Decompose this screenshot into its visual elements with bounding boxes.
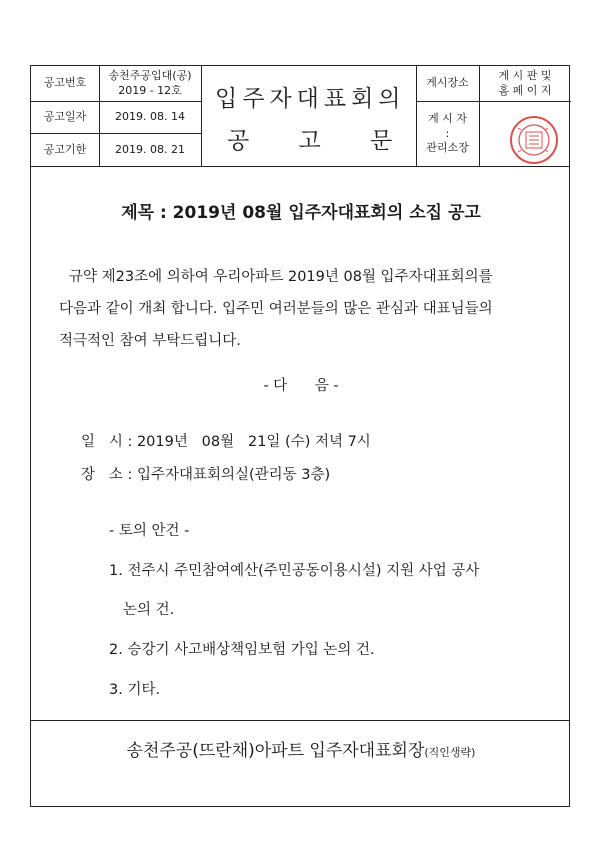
- section-divider: - 다 음 -: [263, 378, 339, 394]
- agenda-item-1-cont: 논의 건.: [123, 602, 175, 618]
- agenda-item-1: 1. 전주시 주민참여예산(주민공동이용시설) 지원 사업 공사: [109, 563, 480, 579]
- notice-no-label: 공고번호: [31, 66, 99, 102]
- poster-label-line2: :: [445, 126, 450, 140]
- post-place-line1: 게 시 판 및: [498, 68, 552, 82]
- footer-divider: [31, 720, 569, 721]
- post-place-label: 게시장소: [416, 66, 479, 102]
- official-seal-icon: [508, 114, 560, 166]
- notice-date-value: 2019. 08. 14: [99, 102, 201, 134]
- poster-label: [416, 102, 479, 166]
- header-divider: [31, 166, 569, 167]
- notice-frame: [30, 65, 570, 807]
- agenda-item-3: 3. 기타.: [109, 682, 161, 698]
- paragraph-line-1: 규약 제23조에 의하여 우리아파트 2019년 08월 입주자대표회의를: [69, 269, 493, 285]
- agenda-item-2: 2. 승강기 사고배상책임보험 가입 논의 건.: [109, 642, 375, 658]
- signature-line: [31, 736, 571, 761]
- notice-no-value-line1: 송천주공입대(공): [108, 68, 192, 82]
- meeting-place: 장 소 : 입주자대표회의실(관리동 3층): [81, 467, 331, 483]
- meeting-date: 일 시 : 2019년 08월 21일 (수) 저녁 7시: [81, 434, 371, 450]
- notice-no-value: [99, 66, 201, 102]
- poster-label-line1: 게 시 자: [428, 111, 467, 125]
- notice-paragraph: [59, 261, 549, 357]
- deadline-value: 2019. 08. 21: [115, 142, 185, 156]
- agenda-heading: - 토의 안건 -: [109, 523, 190, 539]
- signature: 송천주공(뜨란채)아파트 입주자대표회장: [126, 741, 425, 761]
- notice-subject: 제목 : 2019년 08월 입주자대표회의 소집 공고: [121, 203, 481, 223]
- title-line-1: 입주자대표회의: [215, 86, 406, 112]
- paragraph-line-2: 다음과 같이 개최 합니다. 입주민 여러분들의 많은 관심과 대표님들의: [59, 301, 493, 317]
- deadline-label: 공고기한: [43, 142, 87, 156]
- notice-no-value-line2: 2019 - 12호: [118, 83, 182, 97]
- title-line-2: 공 고 문: [227, 128, 393, 154]
- poster-label-line3: 관리소장: [426, 141, 469, 155]
- paragraph-line-3: 적극적인 참여 부탁드립니다.: [59, 333, 241, 349]
- post-place-line2: 홈 페 이 지: [498, 83, 552, 97]
- notice-date-label: 공고일자: [31, 102, 99, 134]
- signature-note: (직인생략): [424, 746, 476, 759]
- post-place-value: [479, 66, 571, 102]
- grid-line: [201, 66, 202, 166]
